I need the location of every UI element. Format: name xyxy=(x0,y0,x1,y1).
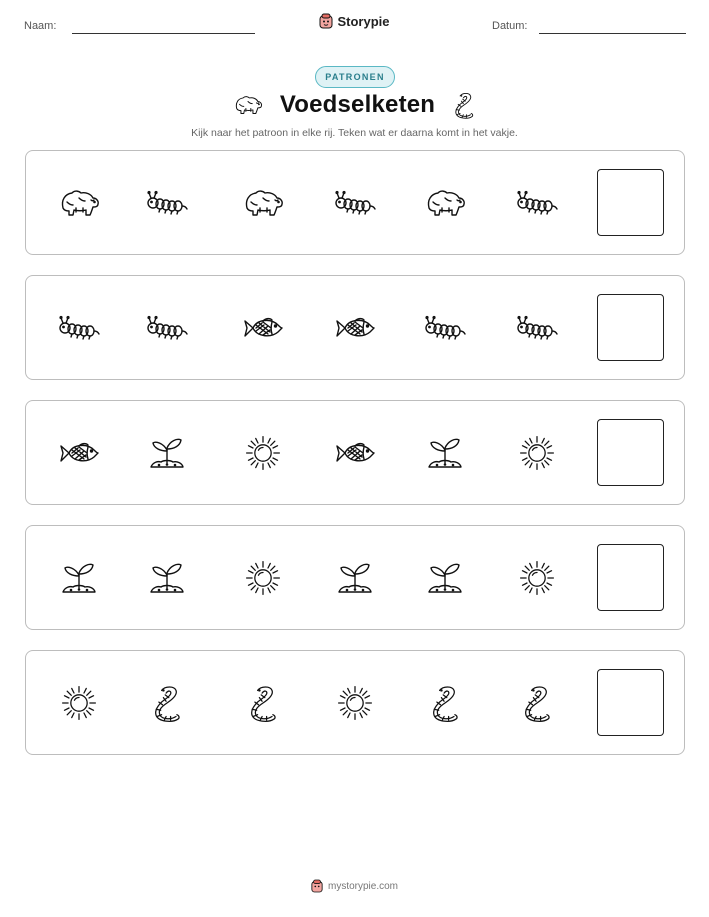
date-label: Datum: xyxy=(492,20,528,32)
caterpillar-icon xyxy=(515,183,559,223)
answer-box[interactable] xyxy=(597,294,664,361)
footer xyxy=(0,879,709,893)
sun-icon xyxy=(241,433,285,473)
bear-icon xyxy=(241,183,285,223)
date-field[interactable] xyxy=(539,33,686,34)
sun-icon xyxy=(333,683,377,723)
worm-icon xyxy=(451,90,477,120)
answer-box[interactable] xyxy=(597,544,664,611)
name-label: Naam: xyxy=(24,20,57,32)
caterpillar-icon xyxy=(423,308,467,348)
answer-box[interactable] xyxy=(597,419,664,486)
pattern-row xyxy=(25,400,685,505)
fish-icon xyxy=(241,308,285,348)
brand-logo xyxy=(0,13,709,29)
worm-icon xyxy=(241,683,285,723)
brand-name: Storypie xyxy=(337,13,390,29)
worm-icon xyxy=(423,683,467,723)
title-row xyxy=(0,90,709,120)
footer-url: mystorypie.com xyxy=(327,880,398,892)
bear-icon xyxy=(423,183,467,223)
sprout-icon xyxy=(57,558,101,598)
answer-box[interactable] xyxy=(597,669,664,736)
caterpillar-icon xyxy=(333,183,377,223)
worm-icon xyxy=(515,683,559,723)
fish-icon xyxy=(57,433,101,473)
bear-icon xyxy=(232,93,264,117)
caterpillar-icon xyxy=(57,308,101,348)
pattern-row xyxy=(25,150,685,255)
sprout-icon xyxy=(423,433,467,473)
page-title: Voedselketen xyxy=(279,91,436,118)
instructions: Kijk naar het patroon in elke rij. Teken wat er daarna komt in het vakje. xyxy=(191,127,518,139)
sprout-icon xyxy=(145,558,189,598)
caterpillar-icon xyxy=(515,308,559,348)
name-field[interactable] xyxy=(72,33,255,34)
bear-icon xyxy=(57,183,101,223)
category-badge: PATRONEN xyxy=(315,66,395,88)
fish-icon xyxy=(333,308,377,348)
sun-icon xyxy=(515,558,559,598)
caterpillar-icon xyxy=(145,308,189,348)
sun-icon xyxy=(241,558,285,598)
fish-icon xyxy=(333,433,377,473)
answer-box[interactable] xyxy=(597,169,664,236)
sprout-icon xyxy=(145,433,189,473)
pattern-row xyxy=(25,525,685,630)
sprout-icon xyxy=(333,558,377,598)
sun-icon xyxy=(515,433,559,473)
caterpillar-icon xyxy=(145,183,189,223)
worm-icon xyxy=(145,683,189,723)
pattern-row xyxy=(25,275,685,380)
storypie-mascot-icon xyxy=(319,13,333,29)
sun-icon xyxy=(57,683,101,723)
sprout-icon xyxy=(423,558,467,598)
pattern-row xyxy=(25,650,685,755)
storypie-mascot-icon xyxy=(311,879,323,893)
